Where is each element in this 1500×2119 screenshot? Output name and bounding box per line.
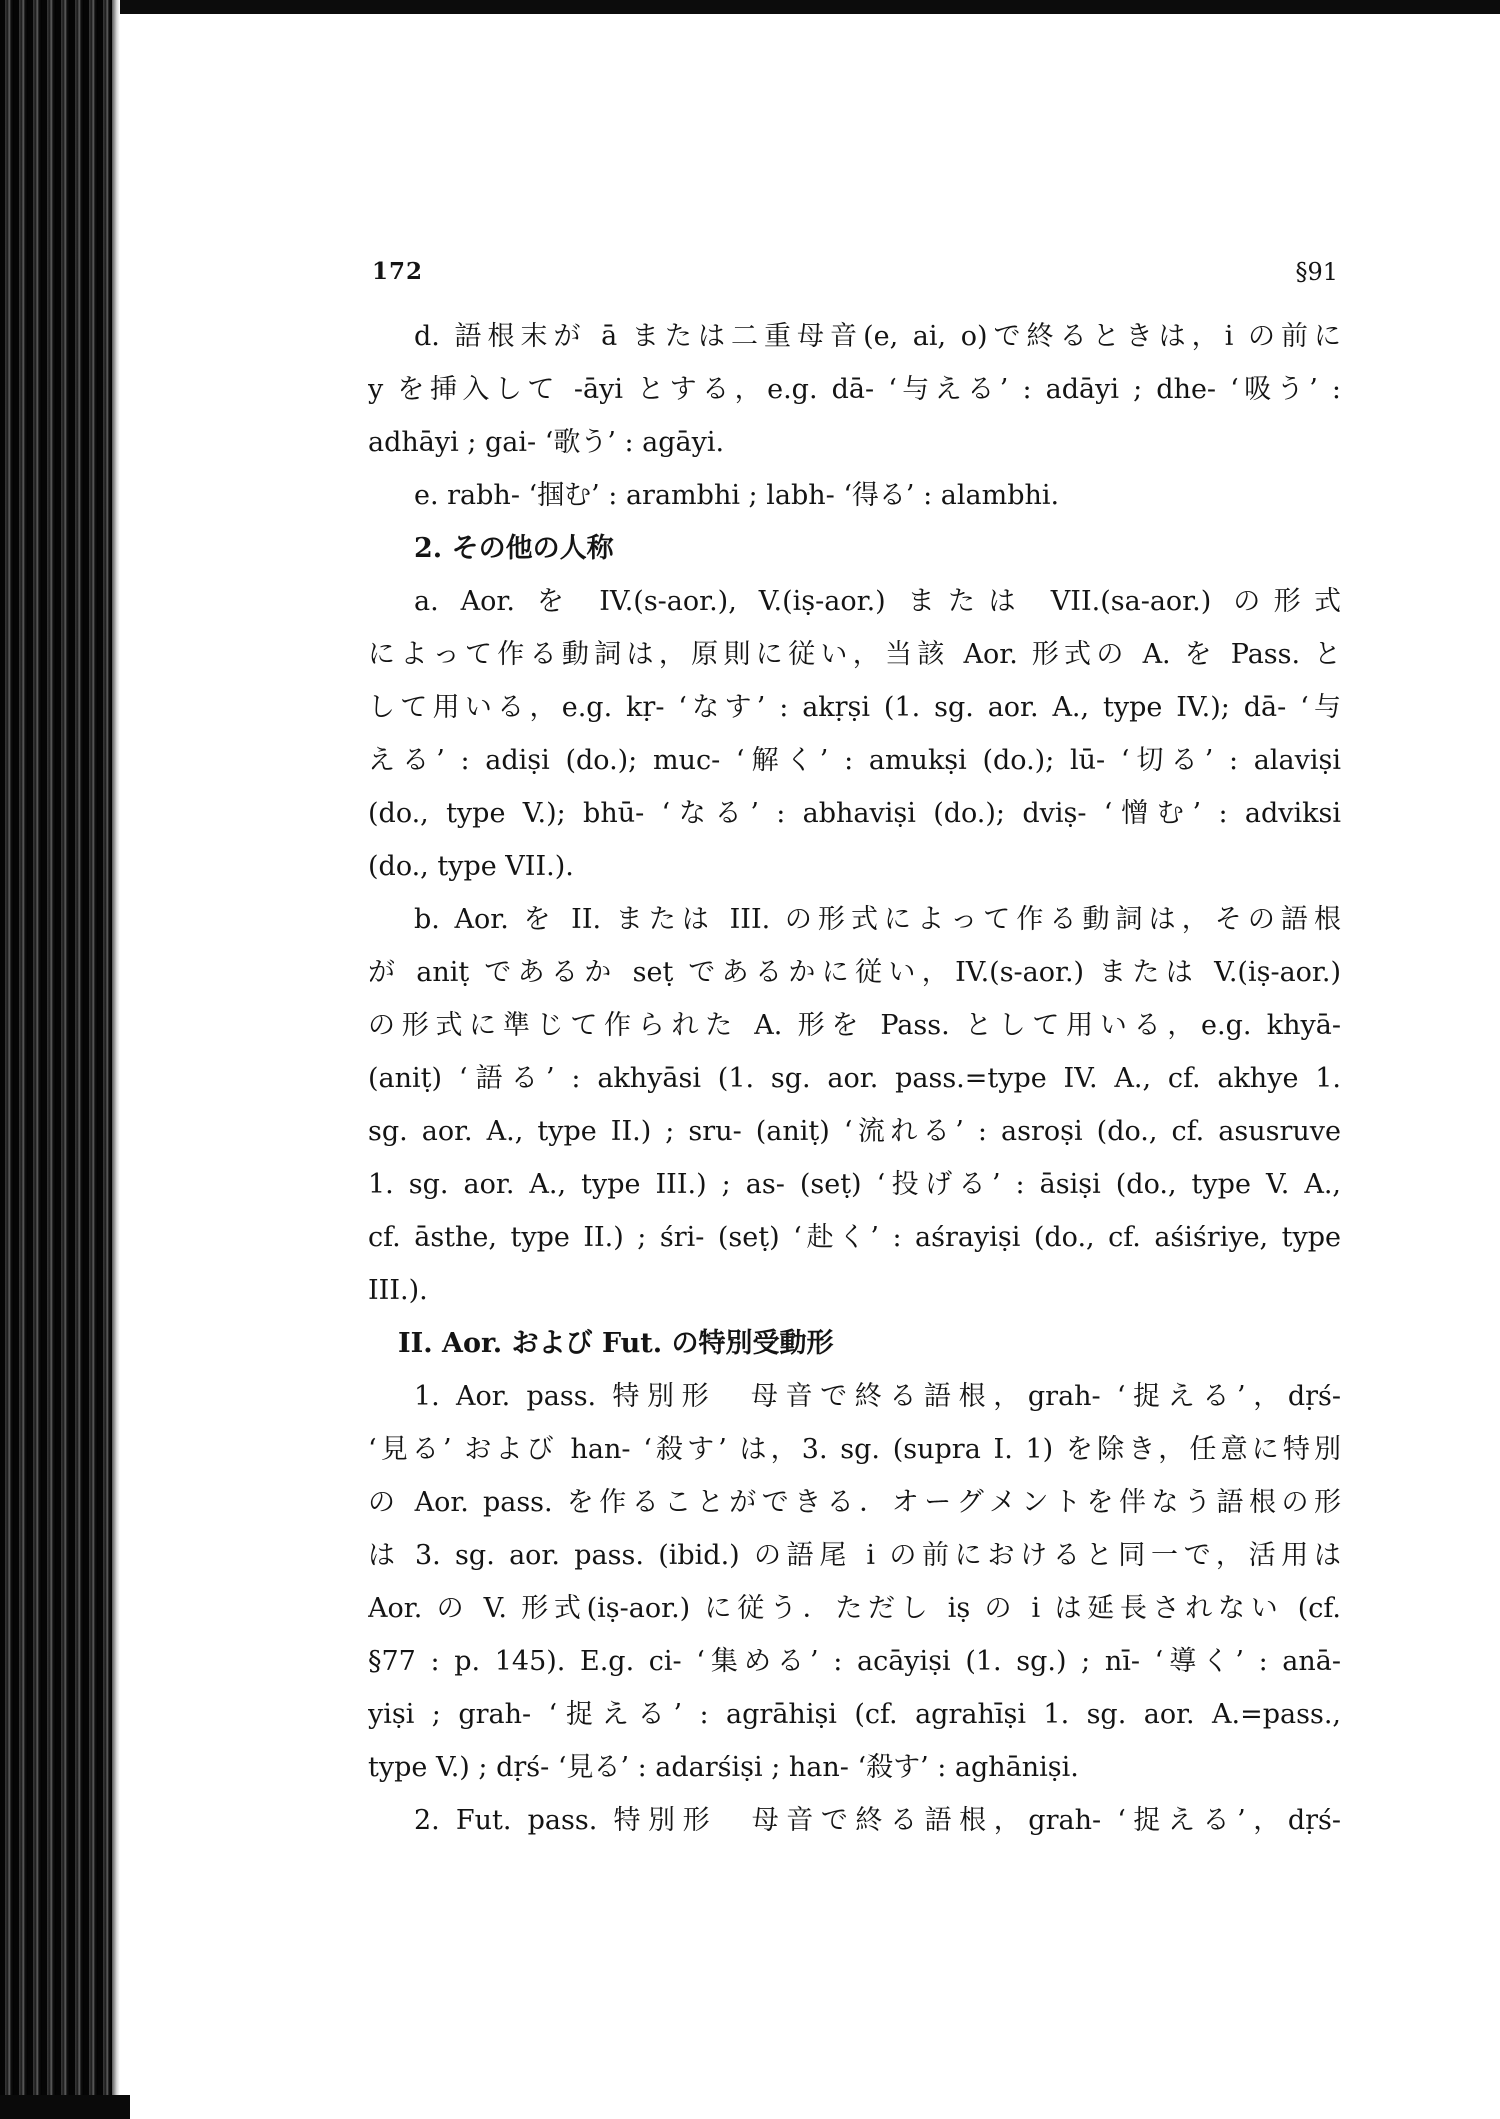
text-line: が aniṭ であるか seṭ であるかに従い，IV.(s-aor.) または V.(iṣ-aor.) (368, 957, 1341, 988)
text-line: ‘見る’ および han- ‘殺す’ は，3. sg. (supra I. 1) を除き，任意に特別 (368, 1434, 1341, 1465)
text-line: cf. āsthe, type II.) ; śri- (seṭ) ‘赴く’ : aśrayiṣi (do., cf. aśiśriye, type (368, 1222, 1341, 1253)
text-line: type V.) ; dṛś- ‘見る’ : adarśiṣi ; han- ‘殺す’ : aghāniṣi. (368, 1752, 1079, 1783)
book-spine-shadow (0, 0, 112, 2119)
scan-bottom-corner (0, 2095, 130, 2119)
subsection-heading: 2. その他の人称 (414, 533, 614, 564)
text-line: によって作る動詞は，原則に従い，当該 Aor. 形式の A. を Pass. と (368, 639, 1341, 670)
scan-top-edge (0, 0, 1500, 14)
text-line: (do., type VII.). (368, 851, 574, 882)
body-text (368, 310, 1341, 1847)
section-heading: II. Aor. および Fut. の特別受動形 (398, 1328, 834, 1359)
page-header (372, 258, 1338, 288)
text-line: (do., type V.); bhū- ‘なる’ : abhaviṣi (do.); dviṣ- ‘憎む’ : adviksi (368, 798, 1341, 829)
text-line: Aor. の V. 形式(iṣ-aor.) に従う．ただし iṣ の i は延長されない (cf. (368, 1593, 1341, 1624)
text-line: 1. Aor. pass. 特別形 母音で終る語根，grah- ‘捉える’，dṛś- (414, 1381, 1341, 1412)
text-line: III.). (368, 1275, 428, 1306)
text-line: の形式に準じて作られた A. 形を Pass. として用いる，e.g. khyā- (368, 1010, 1341, 1041)
text-line: d. 語根末が ā または二重母音(e, ai, o)で終るときは，i の前に (414, 321, 1341, 352)
text-line: して用いる，e.g. kṛ- ‘なす’ : akṛṣi (1. sg. aor. A., type IV.); dā- ‘与 (368, 692, 1341, 723)
text-line: e. rabh- ‘掴む’ : arambhi ; labh- ‘得る’ : alambhi. (414, 480, 1060, 511)
page-number: 172 (372, 258, 424, 285)
text-line: (aniṭ) ‘語る’ : akhyāsi (1. sg. aor. pass.=type IV. A., cf. akhye 1. (368, 1063, 1341, 1094)
text-line: は 3. sg. aor. pass. (ibid.) の語尾 i の前におけると同一で，活用は (368, 1540, 1341, 1571)
text-line: 2. Fut. pass. 特別形 母音で終る語根，grah- ‘捉える’，dṛś- (414, 1805, 1341, 1836)
text-line: 1. sg. aor. A., type III.) ; as- (seṭ) ‘投げる’ : āsiṣi (do., type V. A., (368, 1169, 1341, 1200)
text-line: える’ : adiṣi (do.); muc- ‘解く’ : amukṣi (do.); lū- ‘切る’ : alaviṣi (368, 745, 1341, 776)
text-line: §77 : p. 145). E.g. ci- ‘集める’ : acāyiṣi (1. sg.) ; nī- ‘導く’ : anā- (368, 1646, 1341, 1677)
text-line: b. Aor. を II. または III. の形式によって作る動詞は，その語根 (414, 904, 1341, 935)
text-line: sg. aor. A., type II.) ; sru- (aniṭ) ‘流れる’ : asroṣi (do., cf. asusruve (368, 1116, 1341, 1147)
spine-gradient-edge (112, 0, 120, 2119)
text-line: の Aor. pass. を作ることができる．オーグメントを伴なう語根の形 (368, 1487, 1341, 1518)
text-line: adhāyi ; gai- ‘歌う’ : agāyi. (368, 427, 725, 458)
text-line: a. Aor. を IV.(s-aor.), V.(iṣ-aor.) または VII.(sa-aor.) の形式 (414, 586, 1341, 617)
text-line: yiṣi ; grah- ‘捉える’ : agrāhiṣi (cf. agrahīṣi 1. sg. aor. A.=pass., (368, 1699, 1341, 1730)
text-line: y を挿入して -āyi とする，e.g. dā- ‘与える’ : adāyi ; dhe- ‘吸う’ : (368, 374, 1341, 405)
section-marker: §91 (1295, 258, 1338, 286)
